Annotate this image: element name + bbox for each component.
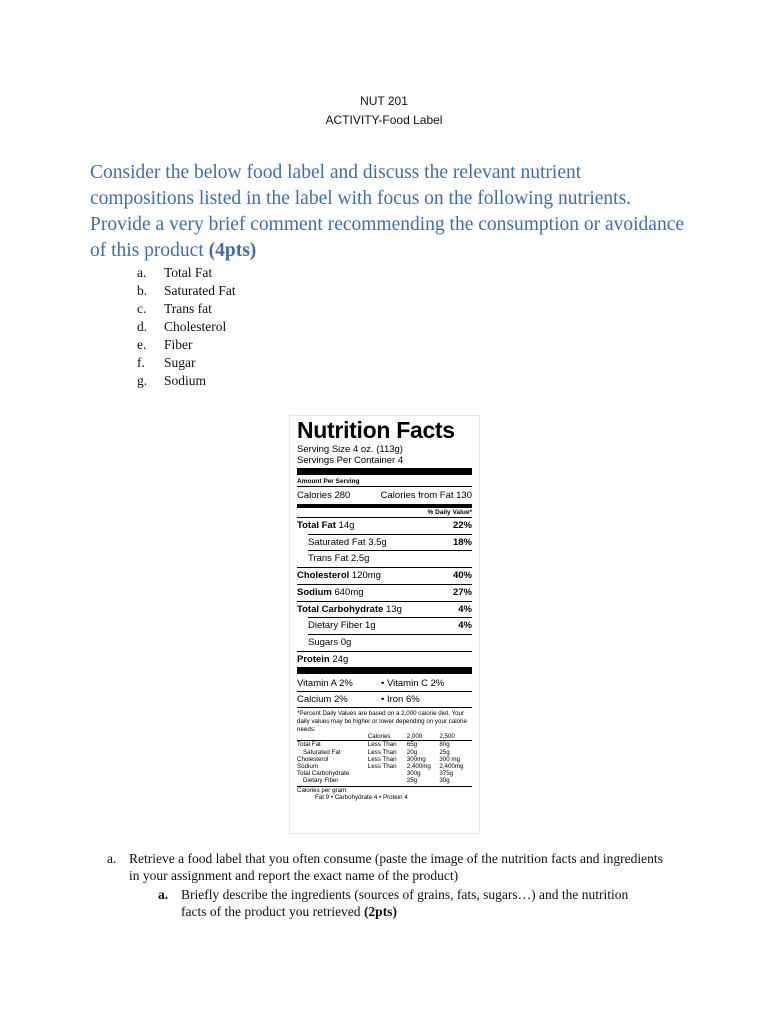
sodium-label: Sodium (297, 586, 332, 598)
table-cell: 2,400mg (439, 762, 464, 770)
protein-label: Protein (297, 653, 330, 665)
fiber-row (308, 617, 472, 634)
cholesterol-dv: 40% (452, 570, 472, 582)
calories: Calories 280 (297, 490, 351, 501)
question-sub-body (181, 886, 638, 920)
list-label: Total Fat (164, 265, 213, 280)
cholesterol-row (297, 567, 472, 584)
calories-per-gram-values: Fat 9 • Carbohydrate 4 • Protein 4 (315, 794, 408, 802)
table-cell: Saturated Fat (303, 748, 341, 756)
table-cell: Less Than (367, 748, 397, 756)
table-cell: 2,400mg (406, 762, 431, 770)
protein-amount: 24g (329, 653, 349, 665)
question-marker: a. (107, 851, 117, 866)
cholesterol-label: Cholesterol (297, 570, 350, 582)
list-item (137, 264, 236, 282)
saturated-fat: Saturated Fat 3.5g (308, 536, 387, 548)
list-item (137, 282, 236, 300)
table-cell: Calories (367, 733, 391, 741)
sugars-row (308, 634, 472, 651)
table-cell: Less Than (367, 741, 397, 749)
trans-fat: Trans Fat 2.5g (308, 553, 370, 565)
table-cell: 300g (406, 770, 421, 778)
list-marker: f. (137, 355, 145, 370)
total-fat-dv: 22% (452, 520, 472, 531)
carbohydrate-amount: 13g (383, 603, 402, 615)
table-cell: Total Fat (297, 741, 321, 749)
table-cell: 375g (439, 770, 454, 778)
table-cell (297, 733, 368, 741)
list-item (137, 300, 236, 318)
table-cell: Sodium (297, 762, 318, 770)
footnote-text: *Percent Daily Values are based on a 2,000 calorie diet. Your daily values may be higher or lower depending on your calorie needs: (297, 710, 467, 733)
table-cell: Dietary Fiber (303, 777, 339, 785)
mineral-row (297, 691, 472, 707)
calcium: Calcium 2% (297, 694, 348, 706)
servings-per-container: Servings Per Container 4 (297, 455, 404, 466)
table-cell: 25g (439, 748, 450, 756)
table-cell: 80g (439, 741, 450, 749)
table-cell: 25g (406, 777, 418, 785)
saturated-fat-row (308, 534, 472, 551)
total-fat-row (297, 517, 472, 534)
table-cell (368, 770, 407, 777)
list-label: Sodium (164, 373, 207, 388)
question-text: Briefly describe the ingredients (sources of grains, fats, sugars…) and the nutrition facts of the product you retrieved (181, 887, 629, 919)
total-fat-amount: 14g (335, 520, 355, 531)
vitamin-c: • Vitamin C 2% (381, 678, 445, 690)
table-header (297, 733, 472, 741)
list-marker: b. (137, 283, 148, 298)
table-cell: 300 mg (439, 755, 460, 763)
daily-value-footnote (297, 707, 472, 801)
calories-per-gram: Calories per gram: (297, 786, 472, 795)
prompt-points: (4pts) (208, 240, 257, 261)
carbohydrate-dv: 4% (458, 603, 472, 615)
iron: • Iron 6% (381, 694, 420, 706)
vitamin-row (297, 676, 472, 691)
activity-title: ACTIVITY-Food Label (325, 113, 443, 127)
table-row (297, 777, 472, 784)
serving-size: Serving Size 4 oz. (113g) (297, 444, 403, 455)
question-marker: a. (158, 887, 169, 902)
list-marker: g. (137, 373, 148, 388)
table-row (297, 749, 472, 756)
daily-value-header: % Daily Value* (427, 509, 472, 516)
carbohydrate-row (297, 601, 472, 618)
table-row (297, 763, 472, 770)
list-marker: e. (137, 337, 147, 352)
question-a (107, 850, 667, 884)
list-label: Cholesterol (164, 319, 227, 334)
total-fat-label: Total Fat (297, 520, 336, 531)
list-label: Sugar (164, 355, 196, 370)
carbohydrate-label: Total Carbohydrate (297, 603, 384, 615)
table-cell: Less Than (367, 755, 397, 763)
daily-value-table (297, 733, 472, 784)
saturated-fat-dv: 18% (452, 536, 472, 548)
list-label: Trans fat (164, 301, 212, 316)
sugars: Sugars 0g (308, 636, 352, 648)
prompt-text: Consider the below food label and discuss the relevant nutrient compositions listed in the label with focus on the following nutrients. Provide a very brief comment recommending the consumption or avoidance of this product (90, 162, 685, 261)
table-cell (368, 777, 407, 784)
table-cell: 65g (406, 741, 418, 749)
calories-row (297, 486, 472, 504)
list-marker: a. (137, 265, 147, 280)
table-cell: 2,500 (439, 733, 455, 741)
nutrition-facts-label (290, 416, 479, 833)
question-a-sub (158, 886, 638, 920)
cholesterol-amount: 120mg (349, 570, 381, 582)
table-cell: 300mg (406, 755, 426, 763)
table-cell: Cholesterol (297, 755, 329, 763)
list-marker: c. (137, 301, 147, 316)
list-label: Saturated Fat (164, 283, 236, 298)
table-row (297, 741, 472, 749)
list-item (137, 354, 236, 372)
activity-prompt (90, 160, 690, 264)
dietary-fiber: Dietary Fiber 1g (308, 620, 376, 632)
table-row (297, 756, 472, 763)
course-code: NUT 201 (360, 94, 408, 108)
list-marker: d. (137, 319, 148, 334)
nutrition-facts-title: Nutrition Facts (297, 417, 455, 443)
sodium-row (297, 584, 472, 601)
nutrient-list (137, 264, 236, 390)
vitamin-a: Vitamin A 2% (297, 678, 353, 690)
amount-per-serving: Amount Per Serving (297, 478, 360, 485)
table-cell: Less Than (367, 762, 397, 770)
divider (297, 468, 472, 475)
sodium-amount: 640mg (331, 586, 364, 598)
table-cell: Total Carbohydrate (297, 770, 350, 778)
protein-row (297, 651, 472, 668)
trans-fat-row (308, 550, 472, 567)
table-cell: 20g (406, 748, 418, 756)
dietary-fiber-dv: 4% (458, 620, 472, 632)
list-item (137, 318, 236, 336)
divider (297, 667, 472, 674)
list-item (137, 372, 236, 390)
calories-from-fat: Calories from Fat 130 (380, 490, 472, 501)
question-text: Retrieve a food label that you often consume (paste the image of the nutrition facts and ingredients in your assignment and report the exact name of the product) (129, 851, 663, 883)
table-cell: 30g (439, 777, 450, 785)
list-item (137, 336, 236, 354)
table-row (297, 770, 472, 777)
sodium-dv: 27% (452, 586, 472, 598)
table-cell: 2,000 (406, 733, 423, 741)
question-points: (2pts) (363, 904, 397, 919)
list-label: Fiber (164, 337, 193, 352)
